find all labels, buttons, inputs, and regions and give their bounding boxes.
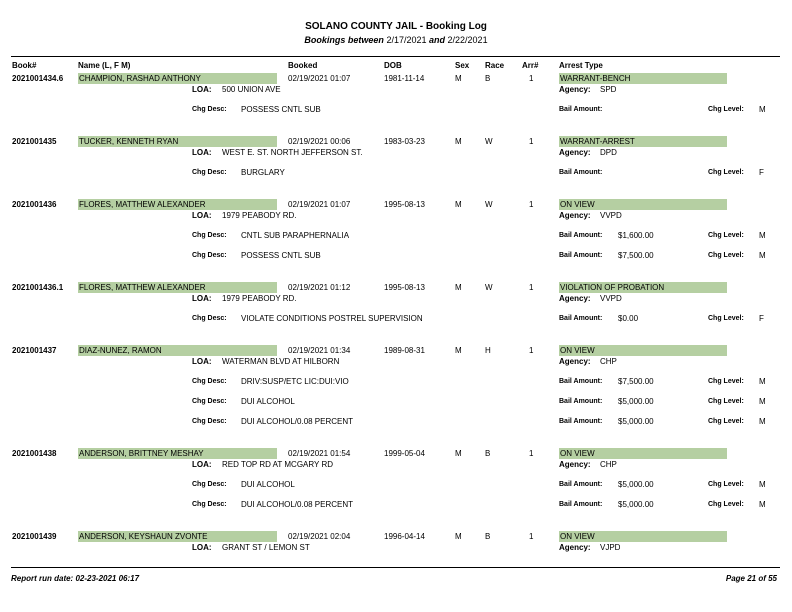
- location-of-arrest: 1979 PEABODY RD.: [222, 294, 297, 303]
- location-of-arrest: 1979 PEABODY RD.: [222, 211, 297, 220]
- booked-datetime: 02/19/2021 02:04: [288, 532, 351, 541]
- charge-level-label: Chg Level:: [708, 106, 744, 113]
- bail-amount-label: Bail Amount:: [559, 398, 603, 405]
- charge-level: M: [759, 377, 766, 386]
- person-name: ANDERSON, BRITTNEY MESHAY: [78, 448, 277, 459]
- column-header-arrest-type: Arrest Type: [559, 61, 603, 70]
- charge-level-label: Chg Level:: [708, 501, 744, 508]
- bail-amount-label: Bail Amount:: [559, 378, 603, 385]
- charge-level: M: [759, 251, 766, 260]
- race: B: [485, 74, 491, 83]
- bail-amount-label: Bail Amount:: [559, 418, 603, 425]
- bail-amount-label: Bail Amount:: [559, 315, 603, 322]
- agency: CHP: [600, 357, 617, 366]
- charge-level-label: Chg Level:: [708, 169, 744, 176]
- date-of-birth: 1983-03-23: [384, 137, 425, 146]
- agency-label: Agency:: [559, 294, 591, 303]
- start-date: 2/17/2021: [386, 35, 427, 45]
- loa-label: LOA:: [192, 148, 212, 157]
- location-of-arrest: WEST E. ST. NORTH JEFFERSON ST.: [222, 148, 363, 157]
- location-of-arrest: GRANT ST / LEMON ST: [222, 543, 310, 552]
- bail-amount: $7,500.00: [618, 251, 654, 260]
- bail-amount-label: Bail Amount:: [559, 252, 603, 259]
- booked-datetime: 02/19/2021 01:07: [288, 200, 351, 209]
- footer-rule: [11, 567, 780, 568]
- bail-amount-label: Bail Amount:: [559, 481, 603, 488]
- book-number: 2021001439: [12, 532, 57, 541]
- bail-amount-label: Bail Amount:: [559, 106, 603, 113]
- column-header-arr: Arr#: [522, 61, 539, 70]
- booked-datetime: 02/19/2021 01:34: [288, 346, 351, 355]
- agency: VJPD: [600, 543, 621, 552]
- person-name: FLORES, MATTHEW ALEXANDER: [78, 199, 277, 210]
- race: B: [485, 449, 491, 458]
- arrest-type: VIOLATION OF PROBATION: [559, 282, 727, 293]
- bail-amount: $5,000.00: [618, 397, 654, 406]
- loa-label: LOA:: [192, 294, 212, 303]
- location-of-arrest: WATERMAN BLVD AT HILBORN: [222, 357, 340, 366]
- book-number: 2021001434.6: [12, 74, 64, 83]
- sex: M: [455, 137, 462, 146]
- arrest-number: 1: [529, 137, 534, 146]
- loa-label: LOA:: [192, 211, 212, 220]
- arrest-type: ON VIEW: [559, 345, 727, 356]
- charge-level-label: Chg Level:: [708, 418, 744, 425]
- charge-description: DUI ALCOHOL: [241, 480, 295, 489]
- race: H: [485, 346, 491, 355]
- agency-label: Agency:: [559, 460, 591, 469]
- column-header-dob: DOB: [384, 61, 402, 70]
- charge-description: POSSESS CNTL SUB: [241, 251, 321, 260]
- bail-amount-label: Bail Amount:: [559, 232, 603, 239]
- race: B: [485, 532, 491, 541]
- race: W: [485, 283, 493, 292]
- charge-desc-label: Chg Desc:: [192, 315, 227, 322]
- location-of-arrest: 500 UNION AVE: [222, 85, 281, 94]
- charge-level-label: Chg Level:: [708, 481, 744, 488]
- book-number: 2021001436.1: [12, 283, 64, 292]
- book-number: 2021001438: [12, 449, 57, 458]
- report-subtitle: [0, 35, 792, 45]
- charge-description: DUI ALCOHOL/0.08 PERCENT: [241, 500, 354, 509]
- report-run-date: Report run date: 02-23-2021 06:17: [11, 574, 140, 583]
- charge-level: M: [759, 105, 766, 114]
- charge-desc-label: Chg Desc:: [192, 481, 227, 488]
- person-name: CHAMPION, RASHAD ANTHONY: [78, 73, 277, 84]
- book-number: 2021001437: [12, 346, 57, 355]
- bail-amount: $5,000.00: [618, 500, 654, 509]
- arrest-type: ON VIEW: [559, 199, 727, 210]
- charge-level-label: Chg Level:: [708, 378, 744, 385]
- sex: M: [455, 200, 462, 209]
- agency-label: Agency:: [559, 543, 591, 552]
- charge-level: M: [759, 500, 766, 509]
- charge-level-label: Chg Level:: [708, 315, 744, 322]
- agency-label: Agency:: [559, 211, 591, 220]
- agency: VVPD: [600, 211, 622, 220]
- bail-amount: $7,500.00: [618, 377, 654, 386]
- bail-amount-label: Bail Amount:: [559, 501, 603, 508]
- agency: VVPD: [600, 294, 622, 303]
- charge-description: DUI ALCOHOL/0.08 PERCENT: [241, 417, 354, 426]
- charge-level-label: Chg Level:: [708, 398, 744, 405]
- arrest-type: WARRANT-ARREST: [559, 136, 727, 147]
- charge-level: M: [759, 480, 766, 489]
- charge-level: M: [759, 231, 766, 240]
- date-of-birth: 1996-04-14: [384, 532, 425, 541]
- charge-description: DUI ALCOHOL: [241, 397, 295, 406]
- charge-level: M: [759, 397, 766, 406]
- loa-label: LOA:: [192, 357, 212, 366]
- charge-description: DRIV:SUSP/ETC LIC:DUI:VIO: [241, 377, 349, 386]
- agency: SPD: [600, 85, 617, 94]
- booked-datetime: 02/19/2021 00:06: [288, 137, 351, 146]
- charge-desc-label: Chg Desc:: [192, 252, 227, 259]
- sex: M: [455, 283, 462, 292]
- date-of-birth: 1981-11-14: [384, 74, 425, 83]
- date-of-birth: 1995-08-13: [384, 200, 425, 209]
- charge-desc-label: Chg Desc:: [192, 106, 227, 113]
- person-name: FLORES, MATTHEW ALEXANDER: [78, 282, 277, 293]
- end-date: 2/22/2021: [447, 35, 488, 45]
- arrest-number: 1: [529, 283, 534, 292]
- date-of-birth: 1989-08-31: [384, 346, 425, 355]
- arrest-number: 1: [529, 346, 534, 355]
- charge-level: F: [759, 314, 764, 323]
- arrest-number: 1: [529, 200, 534, 209]
- charge-level-label: Chg Level:: [708, 252, 744, 259]
- loa-label: LOA:: [192, 85, 212, 94]
- charge-description: VIOLATE CONDITIONS POSTREL SUPERVISION: [241, 314, 423, 323]
- header-top-rule: [11, 56, 780, 57]
- person-name: ANDERSON, KEYSHAUN ZVONTE: [78, 531, 277, 542]
- date-of-birth: 1995-08-13: [384, 283, 425, 292]
- charge-level: M: [759, 417, 766, 426]
- loa-label: LOA:: [192, 460, 212, 469]
- column-header-book: Book#: [12, 61, 37, 70]
- charge-description: CNTL SUB PARAPHERNALIA: [241, 231, 350, 240]
- location-of-arrest: RED TOP RD AT MCGARY RD: [222, 460, 333, 469]
- subtitle-and: and: [429, 35, 446, 45]
- sex: M: [455, 532, 462, 541]
- bail-amount-label: Bail Amount:: [559, 169, 603, 176]
- sex: M: [455, 74, 462, 83]
- date-of-birth: 1999-05-04: [384, 449, 425, 458]
- page-number: Page 21 of 55: [725, 574, 777, 583]
- person-name: TUCKER, KENNETH RYAN: [78, 136, 277, 147]
- charge-desc-label: Chg Desc:: [192, 378, 227, 385]
- arrest-number: 1: [529, 74, 534, 83]
- column-header-sex: Sex: [455, 61, 470, 70]
- loa-label: LOA:: [192, 543, 212, 552]
- subtitle-prefix: Bookings between: [304, 35, 384, 45]
- book-number: 2021001436: [12, 200, 57, 209]
- agency-label: Agency:: [559, 148, 591, 157]
- booked-datetime: 02/19/2021 01:12: [288, 283, 351, 292]
- column-header-name: Name (L, F M): [78, 61, 131, 70]
- bail-amount: $1,600.00: [618, 231, 654, 240]
- agency-label: Agency:: [559, 85, 591, 94]
- arrest-number: 1: [529, 449, 534, 458]
- booked-datetime: 02/19/2021 01:07: [288, 74, 351, 83]
- charge-description: BURGLARY: [241, 168, 285, 177]
- charge-desc-label: Chg Desc:: [192, 501, 227, 508]
- arrest-type: WARRANT-BENCH: [559, 73, 727, 84]
- column-header-race: Race: [485, 61, 505, 70]
- report-title: SOLANO COUNTY JAIL - Booking Log: [305, 21, 487, 32]
- race: W: [485, 200, 493, 209]
- bail-amount: $5,000.00: [618, 417, 654, 426]
- book-number: 2021001435: [12, 137, 57, 146]
- charge-level-label: Chg Level:: [708, 232, 744, 239]
- agency-label: Agency:: [559, 357, 591, 366]
- charge-desc-label: Chg Desc:: [192, 418, 227, 425]
- bail-amount: $0.00: [618, 314, 639, 323]
- charge-desc-label: Chg Desc:: [192, 232, 227, 239]
- charge-desc-label: Chg Desc:: [192, 169, 227, 176]
- agency: DPD: [600, 148, 617, 157]
- person-name: DIAZ-NUNEZ, RAMON: [78, 345, 277, 356]
- arrest-number: 1: [529, 532, 534, 541]
- sex: M: [455, 346, 462, 355]
- charge-description: POSSESS CNTL SUB: [241, 105, 321, 114]
- column-header-booked: Booked: [288, 61, 318, 70]
- race: W: [485, 137, 493, 146]
- arrest-type: ON VIEW: [559, 448, 727, 459]
- charge-desc-label: Chg Desc:: [192, 398, 227, 405]
- charge-level: F: [759, 168, 764, 177]
- booked-datetime: 02/19/2021 01:54: [288, 449, 351, 458]
- arrest-type: ON VIEW: [559, 531, 727, 542]
- bail-amount: $5,000.00: [618, 480, 654, 489]
- sex: M: [455, 449, 462, 458]
- agency: CHP: [600, 460, 617, 469]
